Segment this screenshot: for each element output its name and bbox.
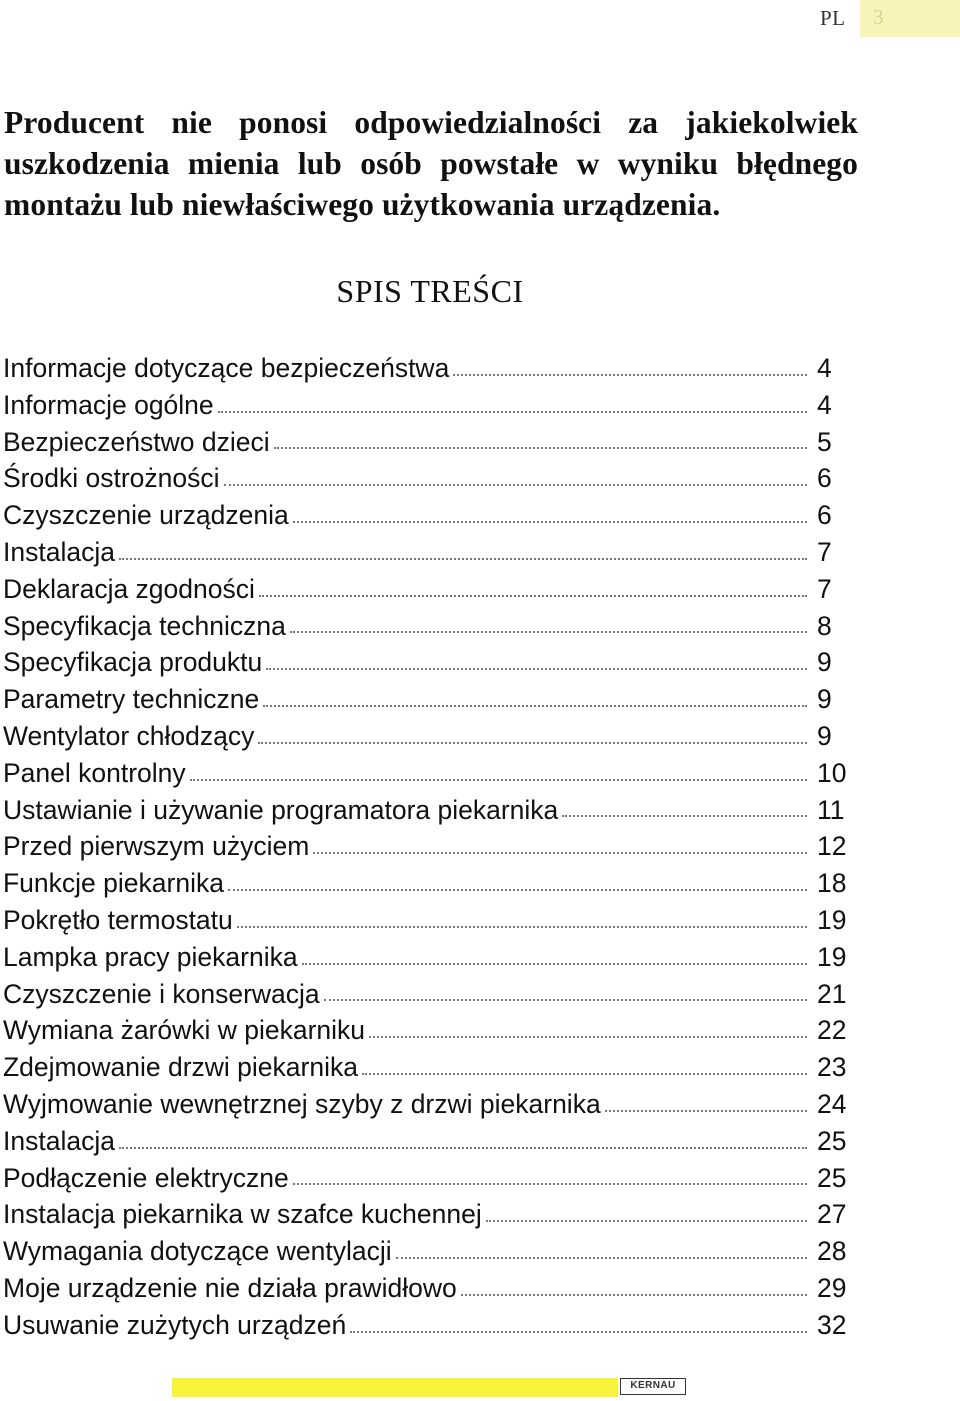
toc-dot-leader [396, 1233, 807, 1259]
toc-entry[interactable] [3, 571, 865, 608]
toc-entry[interactable] [3, 865, 865, 902]
toc-entry-page: 28 [817, 1236, 847, 1267]
toc-dot-leader [258, 718, 807, 744]
toc-dot-leader [453, 350, 807, 376]
toc-entry-page: 10 [817, 757, 847, 788]
toc-entry-page: 7 [817, 536, 832, 567]
toc-dot-leader [274, 424, 807, 450]
toc-dot-leader [362, 1049, 807, 1075]
toc-entry[interactable] [3, 1160, 865, 1197]
toc-entry[interactable] [3, 718, 865, 755]
toc-dot-leader [486, 1196, 807, 1222]
toc-entry[interactable] [3, 939, 865, 976]
toc-entry-page: 23 [817, 1052, 847, 1083]
toc-entry-label: Wymiana żarówki w piekarniku [3, 1015, 366, 1046]
toc-entry-label: Deklaracja zgodności [3, 573, 255, 604]
table-of-contents [3, 350, 865, 1344]
toc-entry[interactable] [3, 1307, 865, 1344]
toc-entry-label: Specyfikacja techniczna [3, 610, 286, 641]
toc-entry[interactable] [3, 1012, 865, 1049]
toc-entry[interactable] [3, 497, 865, 534]
toc-dot-leader [461, 1270, 807, 1296]
toc-dot-leader [228, 865, 807, 891]
toc-entry-page: 24 [817, 1088, 847, 1119]
toc-entry-page: 8 [817, 610, 832, 641]
toc-entry[interactable] [3, 1123, 865, 1160]
toc-entry[interactable] [3, 608, 865, 645]
toc-dot-leader [302, 939, 807, 965]
toc-entry-page: 12 [817, 831, 847, 862]
toc-entry-page: 18 [817, 868, 847, 899]
toc-dot-leader [293, 497, 807, 523]
toc-entry-label: Podłączenie elektryczne [3, 1162, 289, 1193]
toc-entry[interactable] [3, 424, 865, 461]
toc-entry-label: Usuwanie zużytych urządzeń [3, 1309, 347, 1340]
toc-entry-label: Moje urządzenie nie działa prawidłowo [3, 1272, 457, 1303]
toc-dot-leader [218, 387, 807, 413]
toc-entry[interactable] [3, 1233, 865, 1270]
toc-entry-page: 27 [817, 1199, 847, 1230]
toc-entry-label: Pokrętło termostatu [3, 904, 233, 935]
page-number: 3 [860, 0, 960, 37]
toc-entry-label: Środki ostrożności [3, 463, 220, 494]
toc-entry-label: Panel kontrolny [3, 757, 186, 788]
toc-dot-leader [266, 644, 807, 670]
toc-dot-leader [224, 460, 807, 486]
toc-entry[interactable] [3, 1196, 865, 1233]
toc-entry-page: 6 [817, 463, 832, 494]
toc-entry-page: 9 [817, 684, 832, 715]
toc-dot-leader [263, 681, 807, 707]
toc-entry-page: 7 [817, 573, 832, 604]
toc-dot-leader [237, 902, 807, 928]
toc-entry-label: Informacje dotyczące bezpieczeństwa [3, 353, 450, 383]
toc-dot-leader [313, 828, 807, 854]
toc-entry-label: Parametry techniczne [3, 684, 260, 715]
toc-entry[interactable] [3, 534, 865, 571]
page-header [0, 0, 960, 37]
toc-entry-page: 29 [817, 1272, 847, 1303]
toc-entry-page: 6 [817, 500, 832, 531]
toc-entry-page: 25 [817, 1125, 847, 1156]
toc-dot-leader [369, 1012, 807, 1038]
liability-disclaimer: Producent nie ponosi odpowiedzialności za jakiekolwiek uszkodzenia mienia lub osób powstałe w wyniku błędnego montażu lub niewłaściwego użytkowania urządzenia. [4, 104, 858, 222]
toc-entry[interactable] [3, 350, 865, 387]
toc-entry[interactable] [3, 681, 865, 718]
toc-entry[interactable] [3, 792, 865, 829]
toc-entry-page: 9 [817, 647, 832, 678]
toc-entry-page: 25 [817, 1162, 847, 1193]
toc-entry[interactable] [3, 755, 865, 792]
toc-entry[interactable] [3, 1270, 865, 1307]
toc-entry-page: 9 [817, 720, 832, 751]
toc-entry-page: 4 [817, 353, 832, 383]
toc-entry[interactable] [3, 902, 865, 939]
toc-dot-leader [190, 755, 807, 781]
toc-entry-label: Ustawianie i używanie programatora piekarnika [3, 794, 559, 825]
toc-entry-label: Informacje ogólne [3, 389, 214, 420]
toc-entry[interactable] [3, 828, 865, 865]
toc-entry[interactable] [3, 387, 865, 424]
footer-accent-bar [172, 1378, 618, 1397]
toc-dot-leader [350, 1307, 807, 1333]
toc-dot-leader [324, 976, 807, 1002]
toc-title: SPIS TREŚCI [336, 273, 524, 309]
toc-entry-label: Instalacja piekarnika w szafce kuchennej [3, 1199, 482, 1230]
toc-entry-page: 21 [817, 978, 847, 1009]
kernau-logo: KERNAU [620, 1378, 686, 1395]
toc-entry-label: Zdejmowanie drzwi piekarnika [3, 1052, 358, 1083]
toc-dot-leader [605, 1086, 807, 1112]
toc-entry-label: Lampka pracy piekarnika [3, 941, 298, 972]
toc-entry-page: 5 [817, 426, 832, 457]
toc-dot-leader [290, 608, 807, 634]
toc-dot-leader [119, 534, 807, 560]
toc-entry-page: 19 [817, 904, 847, 935]
toc-entry-label: Bezpieczeństwo dzieci [3, 426, 270, 457]
toc-dot-leader [562, 792, 807, 818]
toc-dot-leader [293, 1160, 807, 1186]
toc-entry-label: Wyjmowanie wewnętrznej szyby z drzwi piekarnika [3, 1088, 601, 1119]
toc-entry-label: Instalacja [3, 536, 115, 567]
toc-entry[interactable] [3, 1086, 865, 1123]
toc-entry[interactable] [3, 644, 865, 681]
toc-entry-label: Instalacja [3, 1125, 115, 1156]
toc-entry-page: 11 [817, 794, 845, 825]
toc-entry-label: Czyszczenie i konserwacja [3, 978, 320, 1009]
toc-entry-label: Czyszczenie urządzenia [3, 500, 289, 531]
toc-dot-leader [259, 571, 807, 597]
toc-entry-label: Przed pierwszym użyciem [3, 831, 310, 862]
toc-entry[interactable] [3, 1049, 865, 1086]
toc-entry-page: 4 [817, 389, 832, 420]
toc-entry-label: Funkcje piekarnika [3, 868, 224, 899]
toc-entry-page: 32 [817, 1309, 847, 1340]
toc-entry[interactable] [3, 976, 865, 1013]
toc-dot-leader [119, 1123, 807, 1149]
toc-entry-label: Wymagania dotyczące wentylacji [3, 1236, 392, 1267]
toc-entry-label: Wentylator chłodzący [3, 720, 255, 751]
toc-entry[interactable] [3, 460, 865, 497]
toc-entry-page: 19 [817, 941, 847, 972]
toc-entry-label: Specyfikacja produktu [3, 647, 263, 678]
language-label: PL [820, 6, 846, 30]
toc-entry-page: 22 [817, 1015, 847, 1046]
